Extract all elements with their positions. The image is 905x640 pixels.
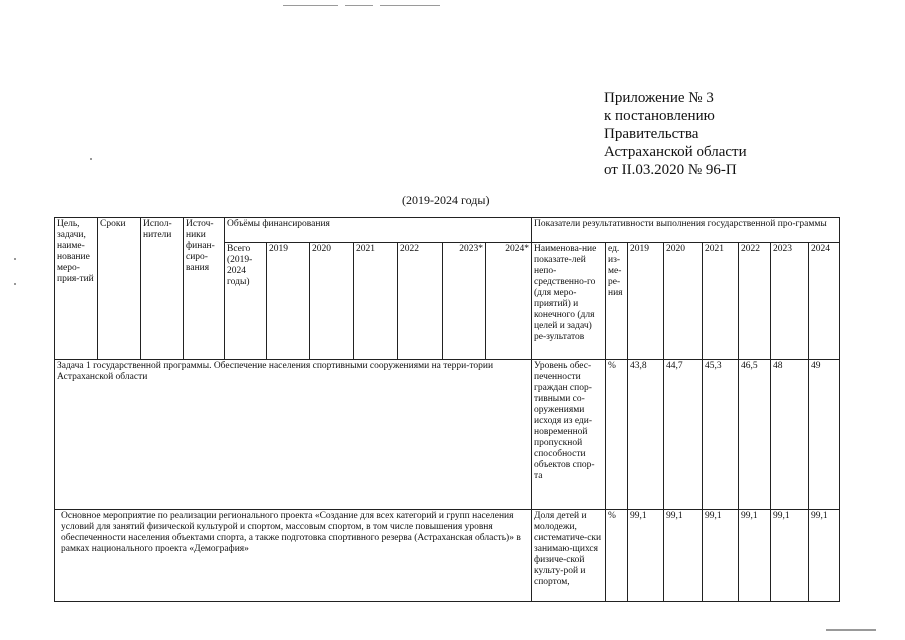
indicator-year-header: 2023 (771, 243, 809, 360)
appendix-date-number: от II.03.2020 № 96-П (604, 162, 737, 178)
indicator-name-header: Наименова-ние показате-лей непо-средственно-го (для меро-приятий) и конечного (для целей и задач) ре-зультатов (532, 243, 606, 360)
scan-dot (14, 283, 16, 285)
indicator-value: 43,8 (628, 360, 664, 510)
indicator-unit: % (606, 360, 628, 510)
appendix-header (604, 89, 747, 179)
funding-header: Объёмы финансирования (225, 218, 532, 243)
program-period: (2019-2024 годы) (402, 193, 490, 207)
indicator-year-header: 2022 (739, 243, 771, 360)
indicator-value: 44,7 (664, 360, 703, 510)
funding-year-header: 2020 (310, 243, 354, 360)
indicator-value: 99,1 (628, 510, 664, 602)
indicator-value: 99,1 (771, 510, 809, 602)
indicators-header: Показатели результативности выполнения государственной про-граммы (532, 218, 840, 243)
indicator-name: Доля детей и молодежи, систематиче-ски занимаю-щихся физиче-ской культу-рой и спортом, (532, 510, 606, 602)
indicator-value: 45,3 (703, 360, 739, 510)
appendix-government: Правительства (604, 126, 699, 142)
funding-total-header: Всего (2019-2024 годы) (225, 243, 267, 360)
program-table (54, 217, 840, 602)
unit-header: ед. из-ме-ре-ния (606, 243, 628, 360)
indicator-value: 99,1 (739, 510, 771, 602)
indicator-value: 49 (809, 360, 840, 510)
scan-artifact-top (283, 5, 338, 6)
funding-year-header: 2021 (354, 243, 398, 360)
table-row (55, 360, 840, 510)
scan-artifact-top (380, 5, 440, 6)
appendix-number: Приложение № 3 (604, 90, 714, 106)
col-executors-header: Испол-нители (141, 218, 184, 360)
appendix-region: Астраханской области (604, 144, 747, 160)
indicator-value: 99,1 (664, 510, 703, 602)
indicator-value: 48 (771, 360, 809, 510)
col-terms-header: Сроки (98, 218, 141, 360)
funding-year-header: 2024* (486, 243, 532, 360)
indicator-name: Уровень обес-печенности граждан спор-тивными со-оружениями исходя из еди-новременной пропускной способности объектов спор-та (532, 360, 606, 510)
scan-artifact-top (345, 5, 373, 6)
indicator-value: 99,1 (703, 510, 739, 602)
scan-artifact-bottom (826, 629, 876, 631)
funding-year-header: 2019 (267, 243, 310, 360)
scan-dot (14, 258, 16, 260)
indicator-year-header: 2019 (628, 243, 664, 360)
indicator-value: 46,5 (739, 360, 771, 510)
indicator-value: 99,1 (809, 510, 840, 602)
task-description: Задача 1 государственной программы. Обеспечение населения спортивными сооружениями на терри-тории Астраханской области (55, 360, 532, 510)
indicator-year-header: 2021 (703, 243, 739, 360)
funding-year-header: 2023* (443, 243, 486, 360)
indicator-year-header: 2020 (664, 243, 703, 360)
appendix-resolution-ref: к постановлению (604, 108, 715, 124)
indicator-year-header: 2024 (809, 243, 840, 360)
funding-year-header: 2022 (398, 243, 443, 360)
activity-description: Основное мероприятие по реализации регионального проекта «Создание для всех категорий и групп населения условий для занятий физической культурой и спортом, массовым спортом, в том числе повышения уровня обеспеченности населения объектами спорта, а также подготовка спортивного резерва (Астраханская область)» в рамках национального проекта «Демография» (55, 510, 532, 602)
indicator-unit: % (606, 510, 628, 602)
table-row (55, 510, 840, 602)
col-goal-header: Цель, задачи, наиме-нование меро-прия-тий (55, 218, 98, 360)
col-sources-header: Источ-ники финан-сиро-вания (184, 218, 225, 360)
scan-dot (90, 158, 92, 160)
